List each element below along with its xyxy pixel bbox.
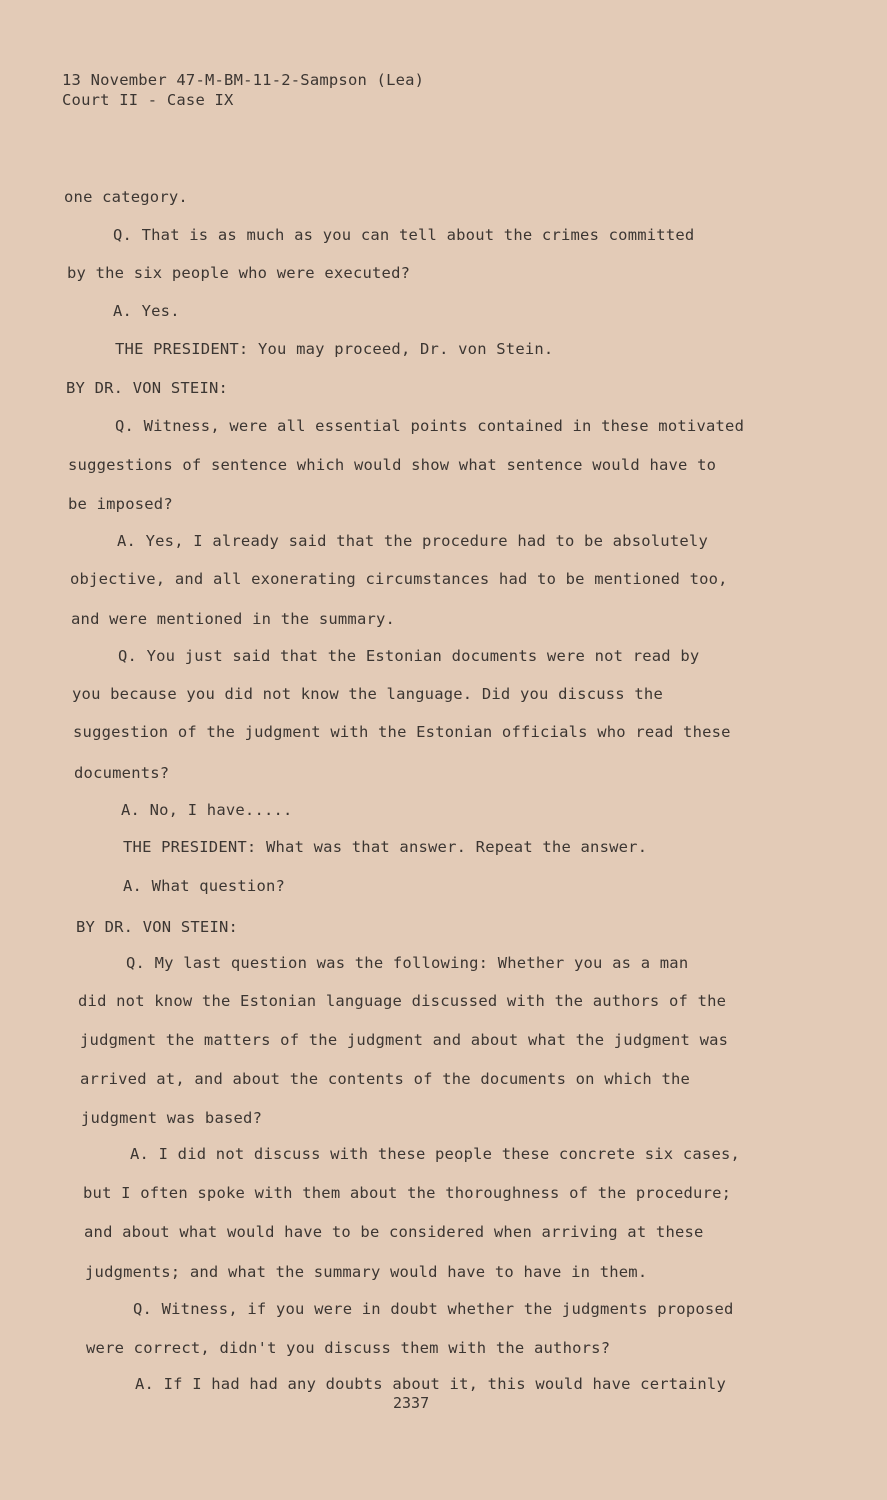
text-line: A. If I had had any doubts about it, this would have certainly (135, 1375, 726, 1393)
text-line: A. Yes, I already said that the procedure had to be absolutely (117, 532, 708, 550)
text-line: A. I did not discuss with these people these concrete six cases, (130, 1145, 741, 1163)
text-line: Q. My last question was the following: Whether you as a man (126, 954, 689, 972)
text-line: and were mentioned in the summary. (71, 610, 396, 628)
text-line: A. Yes. (113, 302, 180, 320)
page-number: 2337 (393, 1394, 430, 1412)
text-line: A. No, I have..... (121, 801, 293, 819)
text-line: suggestions of sentence which would show what sentence would have to (68, 456, 717, 474)
text-line: documents? (74, 764, 170, 782)
text-line: one category. (64, 188, 188, 206)
text-line: Q. Witness, if you were in doubt whether the judgments proposed (133, 1300, 734, 1318)
text-line: by the six people who were executed? (67, 264, 411, 282)
text-line: THE PRESIDENT: You may proceed, Dr. von Stein. (115, 340, 554, 358)
text-line: THE PRESIDENT: What was that answer. Repeat the answer. (123, 838, 648, 856)
text-line: did not know the Estonian language discussed with the authors of the (78, 992, 727, 1010)
text-line: judgment was based? (81, 1109, 263, 1127)
text-line: arrived at, and about the contents of the documents on which the (80, 1070, 691, 1088)
text-line: BY DR. VON STEIN: (66, 379, 229, 397)
text-line: were correct, didn't you discuss them with the authors? (86, 1339, 611, 1357)
header-line-1: 13 November 47-M-BM-11-2-Sampson (Lea) (62, 71, 425, 89)
text-line: and about what would have to be considered when arriving at these (84, 1223, 704, 1241)
text-line: Q. That is as much as you can tell about the crimes committed (113, 226, 695, 244)
text-line: Q. You just said that the Estonian documents were not read by (118, 647, 700, 665)
header-line-2: Court II - Case IX (62, 91, 234, 109)
text-line: A. What question? (123, 877, 286, 895)
text-line: Q. Witness, were all essential points contained in these motivated (115, 417, 745, 435)
text-line: you because you did not know the language. Did you discuss the (72, 685, 663, 703)
text-line: BY DR. VON STEIN: (76, 918, 239, 936)
text-line: suggestion of the judgment with the Estonian officials who read these (73, 723, 731, 741)
text-line: judgment the matters of the judgment and about what the judgment was (80, 1031, 729, 1049)
text-line: but I often spoke with them about the thoroughness of the procedure; (83, 1184, 732, 1202)
text-line: be imposed? (68, 495, 173, 513)
text-line: objective, and all exonerating circumstances had to be mentioned too, (70, 570, 728, 588)
text-line: judgments; and what the summary would have to have in them. (85, 1263, 648, 1281)
